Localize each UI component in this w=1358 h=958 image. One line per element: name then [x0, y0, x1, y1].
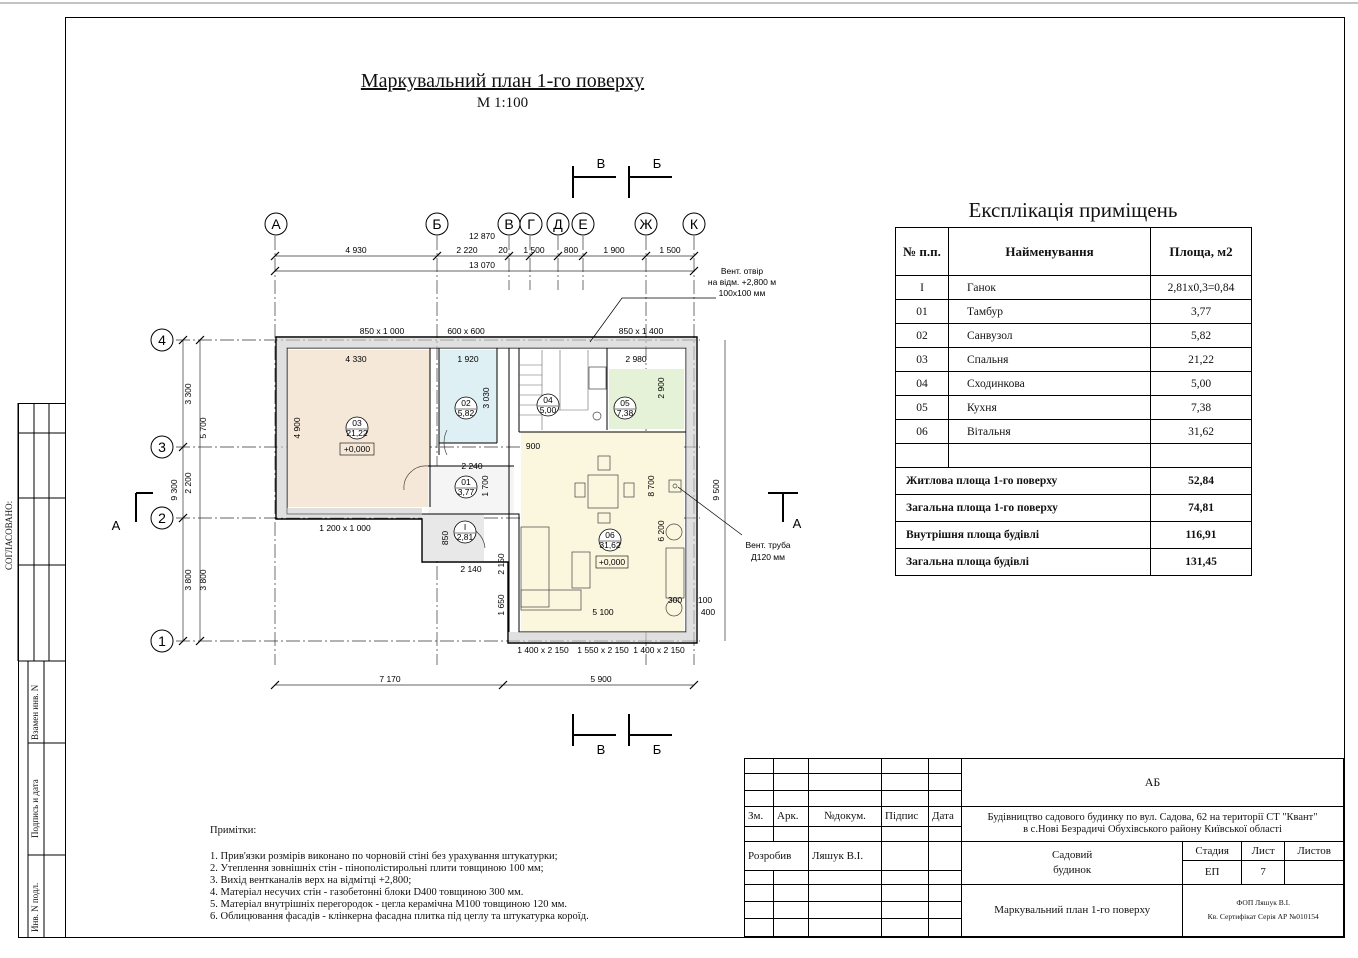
cell: 52,84: [1151, 468, 1252, 495]
dim-text: 3 800: [183, 569, 193, 591]
note-item: 3. Вихід вентканалів верх на відмітці +2,800;: [210, 875, 412, 886]
dim-text: 20: [498, 245, 508, 255]
dim-text: 1 650: [496, 594, 506, 616]
room-area: 5,82: [457, 408, 475, 418]
dim-text: 9 300: [169, 479, 179, 501]
cell: Спальня: [949, 348, 1151, 372]
dim-text: 2 980: [625, 354, 647, 364]
stage-value: ЕП: [1183, 860, 1242, 884]
note-item: 6. Облицювання фасадів - клінкерна фасадна плитка під цеглу та штукатурка короїд.: [210, 911, 589, 922]
title-block: [744, 758, 1344, 937]
cell: 31,62: [1151, 420, 1252, 444]
explication-table: [895, 227, 1252, 576]
room-number: I: [463, 522, 467, 532]
level-mark: +0,000: [598, 557, 626, 567]
section-label: Б: [652, 742, 662, 757]
plan-scale: М 1:100: [476, 95, 529, 111]
room-area: 31,62: [599, 540, 621, 550]
section-label: А: [111, 518, 121, 533]
dim-text: 1 500: [523, 245, 545, 255]
section-label: А: [792, 516, 802, 531]
project-name: Будівництво садового будинку по вул. Садова, 62 на території СТ "Квант": [987, 812, 1318, 823]
cell: 7,38: [1151, 396, 1252, 420]
table-header-row: [896, 228, 1252, 276]
dim-text: 900: [525, 441, 541, 451]
plan-title: Маркувальний план 1-го поверху: [360, 70, 645, 92]
summary-row: [896, 522, 1252, 549]
cell: Тамбур: [949, 300, 1151, 324]
dim-text: 3 300: [183, 383, 193, 405]
column-header: Площа, м2: [1151, 228, 1252, 276]
cell: Ганок: [949, 276, 1151, 300]
cell: 2,81х0,3=0,84: [1151, 276, 1252, 300]
summary-row: [896, 549, 1252, 576]
axis-label: 3: [158, 439, 166, 455]
developer-label: Розробив: [745, 841, 809, 870]
cell: Сходинкова: [949, 372, 1151, 396]
object-name: Садовий: [1052, 848, 1093, 861]
axis-label: Б: [432, 216, 442, 232]
dim-text: 800: [563, 245, 579, 255]
axis-label: Г: [527, 216, 535, 232]
cell: Вітальня: [949, 420, 1151, 444]
axis-label: 2: [158, 510, 166, 526]
dim-text: 9 500: [711, 479, 721, 501]
section-label: В: [596, 156, 606, 171]
col-label: Зм.: [745, 807, 774, 827]
level-mark: +0,000: [343, 444, 371, 454]
summary-row: [896, 495, 1252, 522]
room-number: 03: [352, 418, 362, 428]
dim-text: 4 900: [292, 417, 302, 439]
summary-row: [896, 468, 1252, 495]
note-item: 4. Матеріал несучих стін - газобетонні блоки D400 товщиною 300 мм.: [210, 887, 524, 898]
pipe-note: Д120 мм: [751, 552, 785, 562]
dim-text: 300: [667, 595, 683, 605]
table-row: [896, 300, 1252, 324]
dim-text: 2 240: [461, 461, 483, 471]
dim-text: 6 200: [656, 520, 666, 542]
col-label: Дата: [929, 807, 962, 827]
axis-label: Д: [553, 216, 563, 232]
dim-text: 600 х 600: [447, 326, 485, 336]
dim-text: 5 700: [198, 417, 208, 439]
dim-text: 3 800: [198, 569, 208, 591]
notes: [210, 825, 730, 923]
sign-date-label: Подпись и дата: [30, 779, 40, 838]
cell: 21,22: [1151, 348, 1252, 372]
room-number: 02: [461, 398, 471, 408]
dim-text: 1 700: [480, 475, 490, 497]
note-item: 1. Прив'язки розмірів виконано по чорновій стіні без урахування штукатурки;: [210, 851, 558, 862]
dim-text: 2 150: [496, 553, 506, 575]
vent-note: Вент. отвір: [720, 266, 764, 276]
column-header: № п.п.: [896, 228, 949, 276]
column-header: Найменування: [949, 228, 1151, 276]
explication-title: Експлікація приміщень: [968, 198, 1178, 222]
room-number: 01: [461, 477, 471, 487]
object-name: будинок: [1053, 863, 1092, 876]
table-row-empty: [896, 444, 1252, 468]
note-item: 2. Утеплення зовнішніх стін - пінополістирольні плити товщиною 100 мм;: [210, 863, 544, 874]
dim-text: 12 870: [469, 231, 495, 241]
cell: 5,00: [1151, 372, 1252, 396]
axis-label: К: [689, 216, 699, 232]
room-area: 3,77: [457, 487, 475, 497]
room-area: 7,38: [616, 408, 634, 418]
dim-text: 4 330: [345, 354, 367, 364]
axis-label: 4: [158, 332, 166, 348]
cell: 02: [896, 324, 949, 348]
table-row: [896, 276, 1252, 300]
cell: I: [896, 276, 949, 300]
cell: 131,45: [1151, 549, 1252, 576]
dim-text: 13 070: [469, 260, 495, 270]
room-number: 06: [605, 530, 615, 540]
vent-note: 100х100 мм: [718, 288, 766, 298]
cell: Кухня: [949, 396, 1151, 420]
dim-text: 850 х 1 000: [359, 326, 405, 336]
cell: 74,81: [1151, 495, 1252, 522]
dim-text: 2 220: [456, 245, 478, 255]
col-label: №докум.: [809, 807, 882, 827]
inv-replace-label: Взамен инв. N: [30, 684, 40, 740]
dim-text: 1 920: [457, 354, 479, 364]
col-label: Підпис: [882, 807, 929, 827]
dim-text: 7 170: [379, 674, 401, 684]
sheet-label: Лист: [1241, 841, 1284, 860]
inv-orig-label: Инв. N подл.: [30, 882, 40, 932]
cell: 3,77: [1151, 300, 1252, 324]
dim-text: 4 930: [345, 245, 367, 255]
cell: 5,82: [1151, 324, 1252, 348]
cell: Житлова площа 1-го поверху: [896, 468, 1151, 495]
table-row: [896, 420, 1252, 444]
agreed-label: СОГЛАСОВАНО:: [4, 500, 14, 570]
room-area: 5,00: [539, 405, 557, 415]
dim-text: 1 550 х 2 150: [577, 645, 629, 655]
dim-text: 100: [697, 595, 713, 605]
cell: Загальна площа будівлі: [896, 549, 1151, 576]
sheets-label: Листов: [1285, 841, 1344, 860]
dim-text: 1 400 х 2 150: [633, 645, 685, 655]
cell: Загальна площа 1-го поверху: [896, 495, 1151, 522]
dim-text: 1 400 х 2 150: [517, 645, 569, 655]
dim-text: 8 700: [646, 475, 656, 497]
section-label: В: [596, 742, 606, 757]
cell: Внутрішня площа будівлі: [896, 522, 1151, 549]
sheet-title: Маркувальний план 1-го поверху: [962, 884, 1183, 936]
dim-text: 2 900: [656, 377, 666, 399]
table-row: [896, 348, 1252, 372]
table-row: [896, 396, 1252, 420]
dim-text: 5 900: [590, 674, 612, 684]
col-label: Арк.: [774, 807, 809, 827]
pipe-note: Вент. труба: [745, 540, 791, 550]
axis-label: 1: [158, 633, 166, 649]
dim-text: 2 140: [460, 564, 482, 574]
dim-text: 2 200: [183, 472, 193, 494]
project-location: в с.Нові Безрадичі Обухівського району Київської області: [1023, 824, 1282, 835]
dim-text: 5 100: [592, 607, 614, 617]
cell: 06: [896, 420, 949, 444]
dim-text: 1 200 х 1 000: [319, 523, 371, 533]
certificate: Кв. Сертифікат Серія АР №010154: [1207, 912, 1319, 922]
room-area: 2,81: [456, 532, 474, 542]
room-area: 21,22: [346, 428, 368, 438]
cell: 116,91: [1151, 522, 1252, 549]
axis-label: А: [271, 216, 281, 232]
note-item: 5. Матеріал внутрішніх перегородок - цегла керамічна М100 товщиною 120 мм.: [210, 899, 568, 910]
vent-note: на відм. +2,800 м: [707, 277, 777, 287]
axis-label: В: [504, 216, 514, 232]
cell: 03: [896, 348, 949, 372]
cell: 04: [896, 372, 949, 396]
section-label: Б: [652, 156, 662, 171]
stage-label: Стадия: [1183, 841, 1242, 860]
cell: 05: [896, 396, 949, 420]
room-number: 04: [543, 395, 553, 405]
dim-text: 400: [700, 607, 716, 617]
table-row: [896, 372, 1252, 396]
notes-heading: Примітки:: [210, 825, 257, 836]
cell: Санвузол: [949, 324, 1151, 348]
cell: 01: [896, 300, 949, 324]
firm-name: ФОП Ляшук В.І.: [1236, 898, 1290, 908]
axis-label: Ж: [639, 216, 653, 232]
table-row: [896, 324, 1252, 348]
developer-name: Ляшук В.І.: [809, 841, 882, 870]
dim-text: 850 х 1 400: [618, 326, 664, 336]
dim-text: 3 030: [481, 387, 491, 409]
sheet-value: 7: [1241, 860, 1284, 884]
axis-label: Е: [578, 216, 588, 232]
room-number: 05: [620, 398, 630, 408]
project-code: АБ: [962, 759, 1344, 807]
dim-text: 1 900: [603, 245, 625, 255]
dim-text: 850: [440, 530, 450, 546]
dim-text: 1 500: [659, 245, 681, 255]
